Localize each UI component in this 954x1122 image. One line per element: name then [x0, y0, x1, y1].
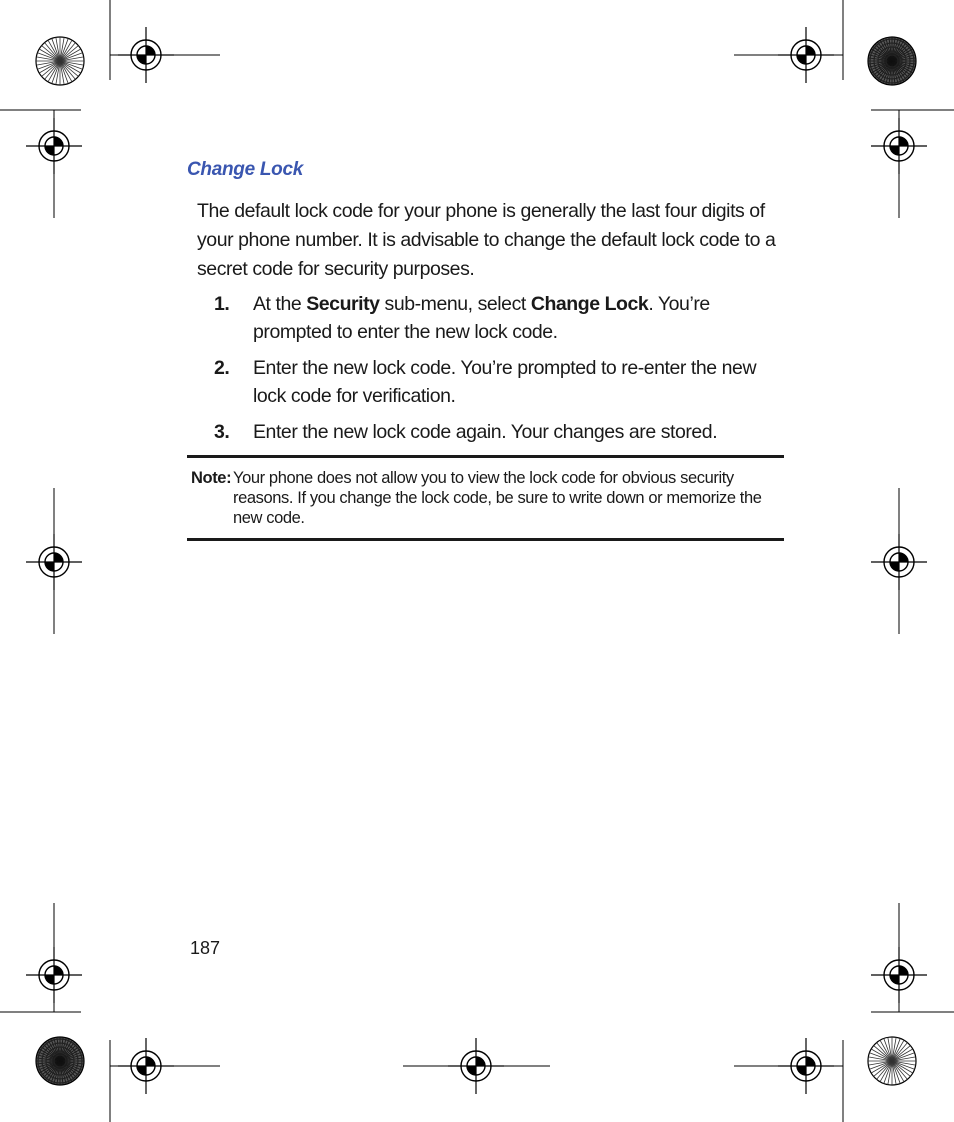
note-label: Note:: [191, 469, 232, 487]
starburst-target-icon: [36, 1037, 84, 1085]
registration-crosshair-icon: [118, 1038, 174, 1094]
step-menu-name: Security: [306, 293, 380, 315]
step-number: 2.: [214, 357, 230, 379]
registration-crosshair-icon: [778, 27, 834, 83]
registration-crosshair-icon: [448, 1038, 504, 1094]
step-item: [197, 418, 783, 446]
starburst-target-icon: [868, 37, 916, 85]
note-text: Your phone does not allow you to view the lock code for obvious security reasons. If you change the lock code, be sure to write down or memorize the new code.: [233, 469, 762, 527]
step-option-name: Change Lock: [530, 293, 649, 315]
page-number: 187: [190, 938, 221, 958]
note-box: [191, 468, 781, 528]
step-text: Enter the new lock code again. Your changes are stored.: [253, 421, 718, 443]
step-text-post: . You’re prompted to enter the new lock code.: [253, 293, 710, 343]
starburst-target-icon: [36, 37, 84, 85]
registration-crosshair-icon: [778, 1038, 834, 1094]
step-number: 1.: [214, 293, 230, 315]
registration-crosshair-icon: [118, 27, 174, 83]
step-item: [197, 354, 783, 410]
step-text-mid: sub-menu, select: [379, 293, 531, 315]
starburst-target-icon: [868, 1037, 916, 1085]
steps-list: [197, 290, 783, 454]
step-number: 3.: [214, 421, 230, 443]
section-heading: Change Lock: [187, 159, 303, 180]
step-text: Enter the new lock code. You’re prompted to re-enter the new lock code for verification.: [253, 357, 757, 407]
step-text-pre: At the: [253, 293, 307, 315]
intro-paragraph: The default lock code for your phone is generally the last four digits of your phone number. It is advisable to change the default lock code to a secret code for security purposes.: [197, 200, 776, 280]
note-rule-top: [187, 455, 784, 458]
note-rule-bottom: [187, 538, 784, 541]
step-item: [197, 290, 783, 346]
